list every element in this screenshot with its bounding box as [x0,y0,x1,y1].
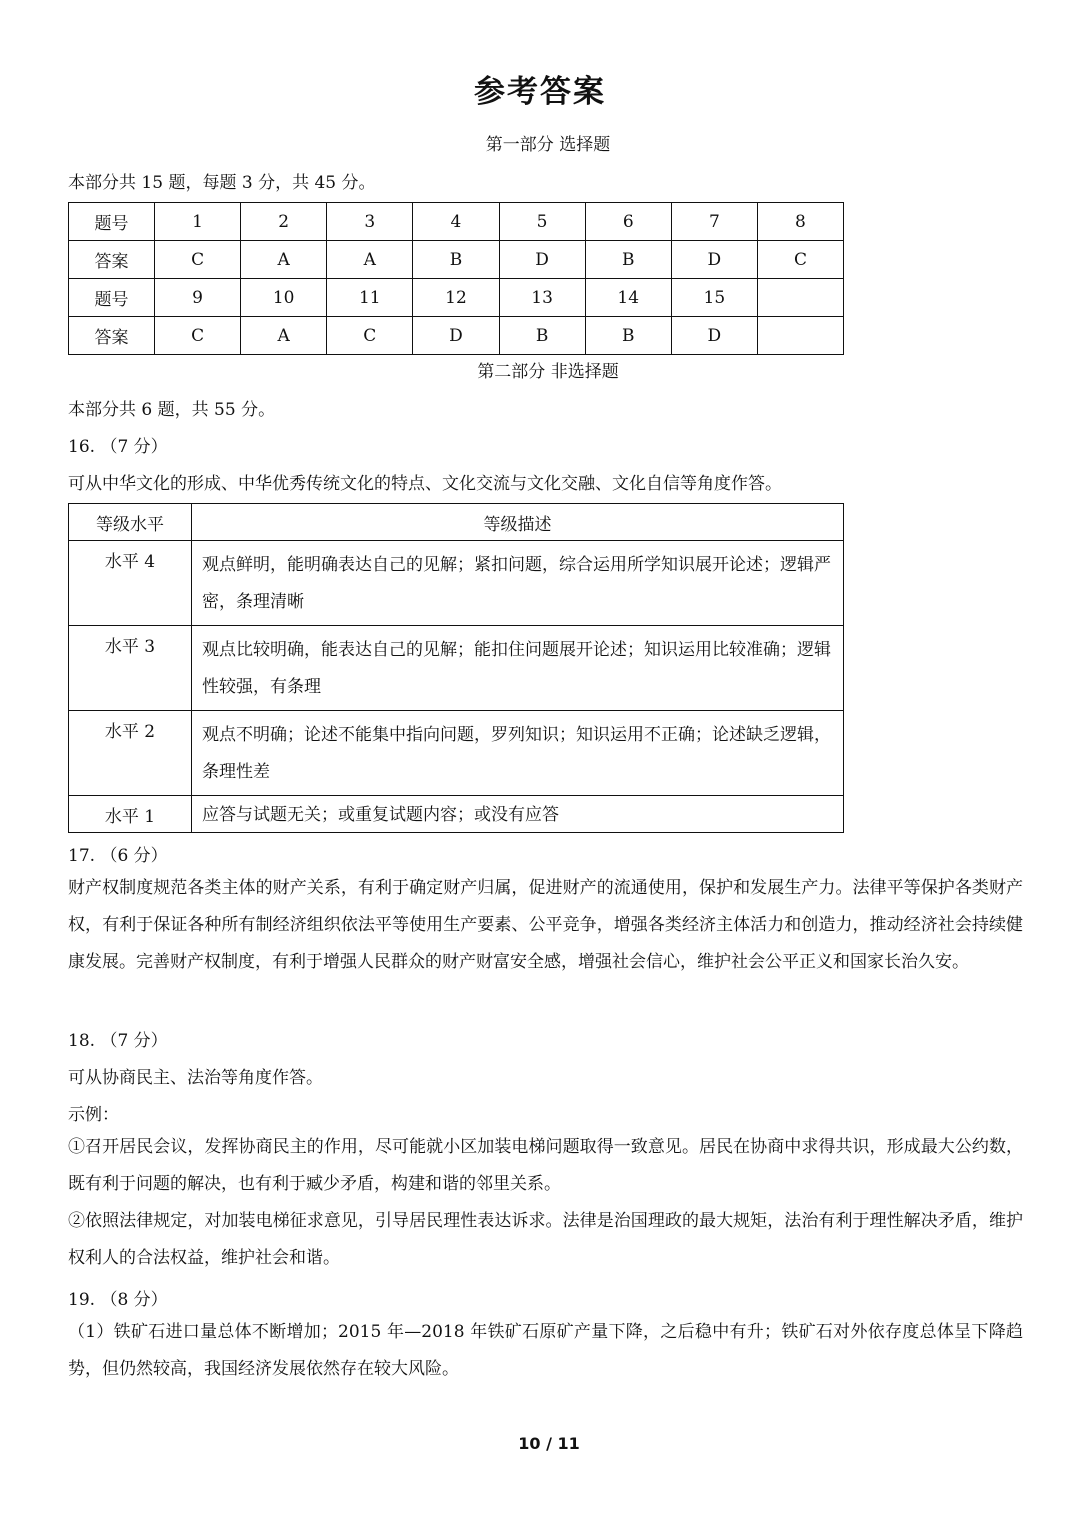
q17-answer: 财产权制度规范各类主体的财产关系，有利于确定财产归属，促进财产的流通使用，保护和发展生产力。法律平等保护各类财产权，有利于保证各种所有制经济组织依法平等使用生产要素、公平竞争，增强各类经济主体活力和创造力，推动经济社会持续健康发展。完善财产权制度，有利于增强人民群众的财产财富安全感，增强社会信心，维护社会公平正义和国家长治久安。 [68,878,1023,972]
table-row [69,241,844,279]
q16-intro: 可从中华文化的形成、中华优秀传统文化的特点、文化交流与文化交融、文化自信等角度作答。 [68,474,782,494]
q18-label: 18. （7 分） [68,1031,168,1051]
level-cell: 水平 3 [69,626,192,711]
page-title: 参考答案 [474,74,606,110]
table-cell [757,317,843,355]
table-cell: A [241,317,327,355]
table-cell: 10 [241,279,327,317]
table-cell: 5 [499,203,585,241]
page-number: 10 / 11 [518,1434,580,1453]
table-cell: 13 [499,279,585,317]
table-cell: B [585,241,671,279]
table-cell: 2 [241,203,327,241]
answer-table [68,202,844,355]
table-row [69,711,844,796]
q18-point-2: ②依照法律规定，对加装电梯征求意见，引导居民理性表达诉求。法律是治国理政的最大规矩，法治有利于理性解决矛盾，维护权利人的合法权益，维护社会和谐。 [68,1211,1023,1268]
table-cell: 题号 [69,203,155,241]
part1-intro: 本部分共 15 题，每题 3 分，共 45 分。 [68,173,376,193]
table-cell: A [241,241,327,279]
level-cell: 水平 4 [69,541,192,626]
table-cell: D [499,241,585,279]
table-cell: C [757,241,843,279]
table-row [69,626,844,711]
table-cell: 11 [327,279,413,317]
table-row [69,541,844,626]
table-row [69,203,844,241]
table-cell: C [327,317,413,355]
table-cell: 7 [671,203,757,241]
table-cell: 14 [585,279,671,317]
table-cell: D [671,241,757,279]
table-cell: A [327,241,413,279]
q16-label: 16. （7 分） [68,437,168,457]
table-cell: 1 [155,203,241,241]
table-cell: 6 [585,203,671,241]
level-cell: 水平 1 [69,796,192,833]
q17-label: 17. （6 分） [68,846,168,866]
table-header-desc: 等级描述 [192,504,844,541]
level-cell: 水平 2 [69,711,192,796]
table-header-level: 等级水平 [69,504,192,541]
table-cell: C [155,241,241,279]
table-cell: B [413,241,499,279]
desc-cell: 观点比较明确，能表达自己的见解；能扣住问题展开论述；知识运用比较准确；逻辑性较强，有条理 [192,626,844,711]
table-row [69,504,844,541]
table-row [69,317,844,355]
q19-label: 19. （8 分） [68,1290,168,1310]
table-cell: 15 [671,279,757,317]
q19-point-1: （1）铁矿石进口量总体不断增加；2015 年—2018 年铁矿石原矿产量下降，之后稳中有升；铁矿石对外依存度总体呈下降趋势，但仍然较高，我国经济发展依然存在较大风险。 [68,1322,1023,1379]
desc-cell: 观点鲜明，能明确表达自己的见解；紧扣问题，综合运用所学知识展开论述；逻辑严密，条理清晰 [192,541,844,626]
table-cell: B [499,317,585,355]
table-cell: 题号 [69,279,155,317]
table-cell: D [671,317,757,355]
part1-heading: 第一部分 选择题 [485,135,611,155]
table-cell: 12 [413,279,499,317]
table-cell: 9 [155,279,241,317]
q18-point-1: ①召开居民会议，发挥协商民主的作用，尽可能就小区加装电梯问题取得一致意见。居民在协商中求得共识，形成最大公约数，既有利于问题的解决，也有利于臧少矛盾，构建和谐的邻里关系。 [68,1137,1023,1194]
table-cell: 3 [327,203,413,241]
table-cell: 4 [413,203,499,241]
q18-intro: 可从协商民主、法治等角度作答。 [68,1068,323,1088]
table-cell: D [413,317,499,355]
desc-cell: 应答与试题无关；或重复试题内容；或没有应答 [192,796,844,833]
table-cell: 答案 [69,241,155,279]
table-cell: B [585,317,671,355]
table-cell: 8 [757,203,843,241]
part2-intro: 本部分共 6 题，共 55 分。 [68,400,276,420]
desc-cell: 观点不明确；论述不能集中指向问题，罗列知识；知识运用不正确；论述缺乏逻辑，条理性差 [192,711,844,796]
table-row [69,279,844,317]
table-row [69,796,844,833]
q18-example-label: 示例： [68,1105,119,1125]
grading-table [68,503,844,833]
part2-heading: 第二部分 非选择题 [477,362,619,382]
table-cell: 答案 [69,317,155,355]
table-cell: C [155,317,241,355]
table-cell [757,279,843,317]
